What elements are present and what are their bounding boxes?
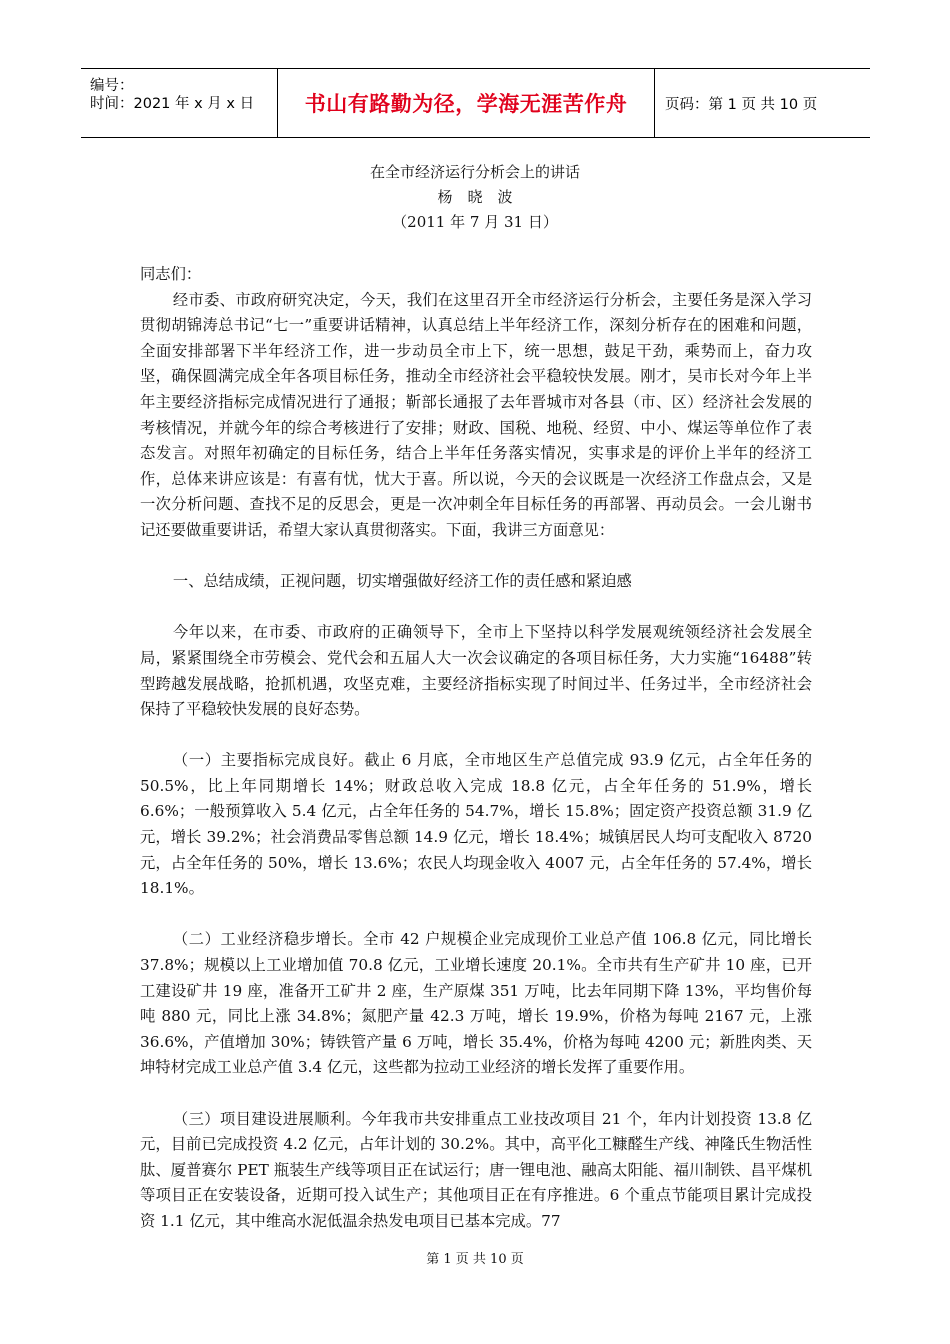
time-label: 时间：2021 年 x 月 x 日 [90,96,255,112]
page-footer: 第 1 页 共 10 页 [426,1252,524,1267]
paragraph: 经市委、市政府研究决定，今天，我们在这里召开全市经济运行分析会，主要任务是深入学习贯彻胡锦涛总书记“七一”重要讲话精神，认真总结上半年经济工作，深刻分析存在的困难和问题，全面安排部署下半年经济工作，进一步动员全市上下，统一思想，鼓足干劲，乘势而上，奋力攻坚，确保圆满完成全年各项目标任务，推动全市经济社会平稳较快发展。刚才，吴市长对今年上半年主要经济指标完成情况进行了通报；靳部长通报了去年晋城市对各县（市、区）经济社会发展的考核情况，并就今年的综合考核进行了安排；财政、国税、地税、经贸、中小、煤运等单位作了表态发言。对照年初确定的目标任务，结合上半年任务落实情况，实事求是的评价上半年的经济工作，总体来讲应该是：有喜有忧，忧大于喜。所以说，今天的会议既是一次经济工作盘点会，又是一次分析问题、查找不足的反思会，更是一次冲刺全年目标任务的再部署、再动员会。一会儿谢书记还要做重要讲话，希望大家认真贯彻落实。下面，我讲三方面意见： [140,290,812,539]
doc-date: （2011 年 7 月 31 日） [392,213,558,231]
paragraph: （二）工业经济稳步增长。全市 42 户规模企业完成现价工业总产值 106.8 亿元，同比增长 37.8%；规模以上工业增加值 70.8 亿元，工业增长速度 20.1%。全市共有生产矿井 10 座，已开工建设矿井 19 座，准备开工矿井 2 座，生产原煤 351 万吨，比去年同期下降 13%，平均售价每吨 880 元，同比上涨 34.8%；氮肥产量 42.3 万吨，增长 19.9%，价格为每吨 2167 元，上涨 36.6%，产值增加 30%；铸铁管产量 6 万吨，增长 35.4%，价格为每吨 4200 元；新胜肉类、天坤特材完成工业总产值 3.4 亿元，这些都为拉动工业经济的增长发挥了重要作用。 [140,930,812,1077]
paragraph: （一）主要指标完成良好。截止 6 月底，全市地区生产总值完成 93.9 亿元，占全年任务的 50.5%，比上年同期增长 14%；财政总收入完成 18.8 亿元，占全年任务的 51.9%，增长 6.6%；一般预算收入 5.4 亿元，占全年任务的 54.7%，增长 15.8%；固定资产投资总额 31.9 亿元，增长 39.2%；社会消费品零售总额 14.9 亿元，增长 18.4%；城镇居民人均可支配收入 8720 元，占全年任务的 50%，增长 13.6%；农民人均现金收入 4007 元，占全年任务的 57.4%，增长 18.1%。 [140,751,812,898]
header-table [81,68,870,138]
header-meta-cell [81,69,278,137]
number-label: 编号： [90,78,134,94]
doc-title: 在全市经济运行分析会上的讲话 [369,163,580,181]
page-info: 页码：第 1 页 共 10 页 [665,96,818,113]
greeting: 同志们： [140,265,202,283]
section-heading: 一、总结成绩，正视问题，切实增强做好经济工作的责任感和紧迫感 [172,572,632,591]
doc-author: 杨 晓 波 [437,188,513,206]
motto: 书山有路勤为径，学海无涯苦作舟 [304,92,628,116]
paragraph: （三）项目建设进展顺利。今年我市共安排重点工业技改项目 21 个，年内计划投资 13.8 亿元，目前已完成投资 4.2 亿元，占年计划的 30.2%。其中，高平化工糠醛生产线、神隆氏生物活性肽、厦普赛尔 PET 瓶装生产线等项目正在试运行；唐一锂电池、融高太阳能、福川制铁、昌平煤机等项目正在安装设备，近期可投入试生产；其他项目正在有序推进。6 个重点节能项目累计完成投资 1.1 亿元，其中维高水泥低温余热发电项目已基本完成。77 [140,1109,812,1230]
document-body [140,262,812,1235]
paragraph: 今年以来，在市委、市政府的正确领导下，全市上下坚持以科学发展观统领经济社会发展全局，紧紧围绕全市劳模会、党代会和五届人大一次会议确定的各项目标任务，大力实施“16488”转型跨越发展战略，抢抓机遇，攻坚克难，主要经济指标实现了时间过半、任务过半，全市经济社会保持了平稳较快发展的良好态势。 [140,623,812,719]
header-motto-cell [278,69,655,137]
